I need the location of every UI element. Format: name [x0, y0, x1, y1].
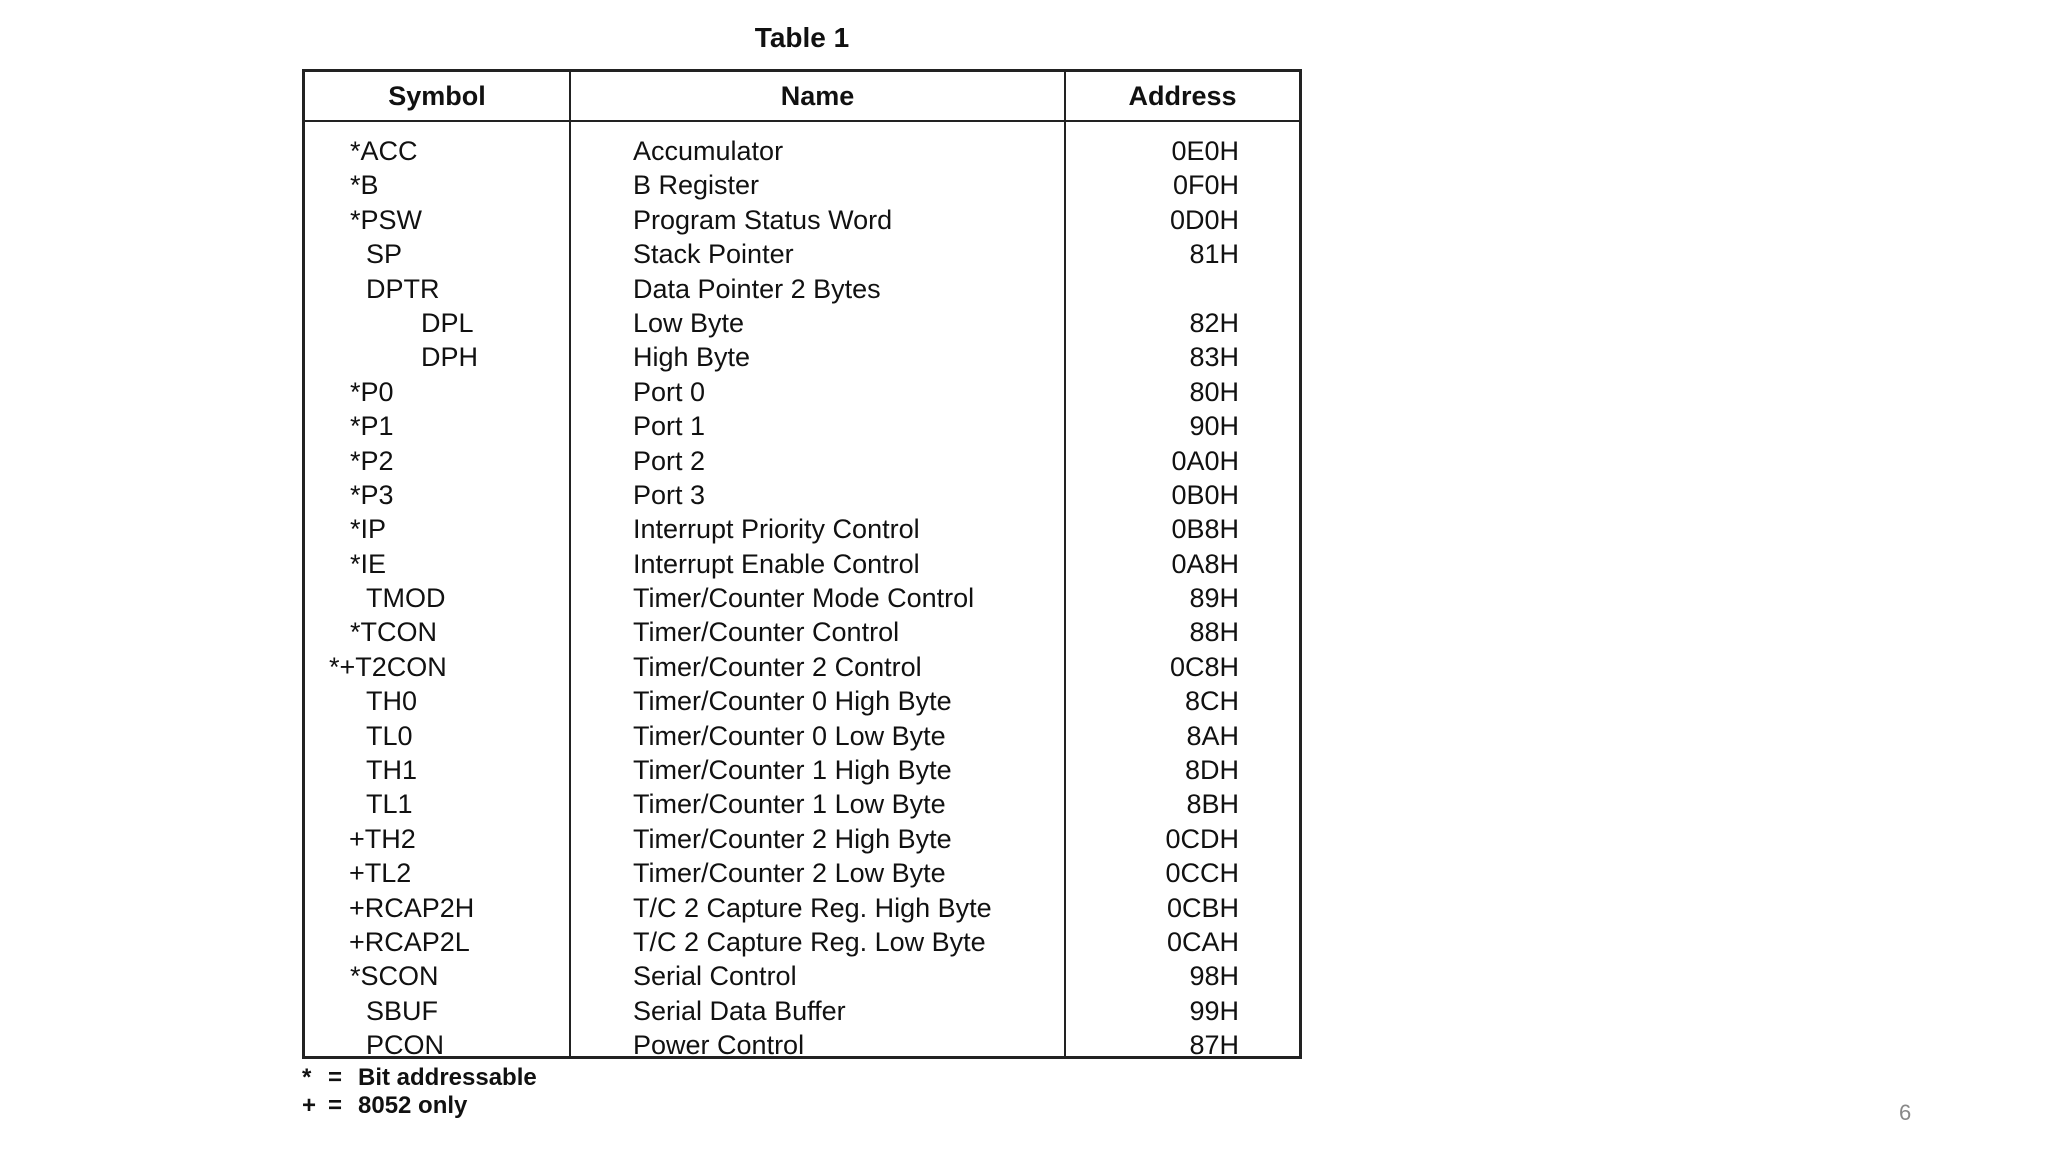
cell-name: High Byte [633, 342, 751, 373]
cell-address: 80H [1189, 376, 1239, 407]
footnote-symbol: * [302, 1064, 312, 1091]
cell-symbol: DPL [421, 307, 474, 338]
table-row [305, 306, 1299, 340]
table-row [305, 444, 1299, 478]
cell-address: 0CAH [1166, 926, 1239, 957]
cell-address: 87H [1189, 1030, 1239, 1061]
sfr-table [302, 69, 1302, 1059]
cell-address: 0A0H [1171, 445, 1239, 476]
cell-name: Serial Control [633, 961, 797, 992]
table-row [305, 650, 1299, 684]
header-name: Name [780, 81, 855, 111]
cell-address: 0F0H [1172, 170, 1239, 201]
cell-address: 0CDH [1165, 823, 1239, 854]
table-row [305, 1028, 1299, 1062]
cell-address: 83H [1189, 342, 1239, 373]
cell-symbol: *ACC [350, 136, 418, 166]
cell-name: Timer/Counter 2 High Byte [633, 823, 952, 854]
cell-symbol: *+T2CON [329, 651, 447, 682]
cell-name: Timer/Counter 2 Low Byte [633, 858, 946, 889]
table-row [305, 925, 1299, 959]
cell-symbol: *IP [350, 514, 387, 545]
cell-name: Port 3 [633, 479, 706, 510]
cell-address: 99H [1189, 995, 1239, 1026]
cell-symbol: *TCON [350, 617, 437, 648]
cell-name: Port 2 [633, 445, 706, 476]
cell-symbol: *P0 [350, 376, 394, 407]
table-row [305, 719, 1299, 753]
cell-name: Timer/Counter 1 High Byte [633, 755, 952, 786]
table-row [305, 134, 1299, 168]
table-title: Table 1 [754, 22, 850, 53]
table-row [305, 615, 1299, 649]
cell-address: 0E0H [1171, 136, 1239, 166]
cell-name: Serial Data Buffer [633, 995, 846, 1026]
cell-symbol: TL0 [366, 720, 413, 751]
header-symbol: Symbol [388, 81, 486, 111]
footnote-symbol: + [302, 1092, 317, 1119]
table-row [305, 340, 1299, 374]
cell-symbol: +TH2 [349, 823, 416, 854]
cell-name: Accumulator [633, 136, 784, 166]
cell-symbol: TL1 [366, 789, 413, 820]
table-row [305, 547, 1299, 581]
cell-name: Data Pointer 2 Bytes [633, 273, 881, 304]
cell-symbol: *P2 [350, 445, 394, 476]
cell-symbol: *PSW [350, 204, 423, 235]
header-address: Address [1128, 81, 1237, 111]
footnote-equals: = [328, 1092, 343, 1119]
cell-name: T/C 2 Capture Reg. High Byte [633, 892, 992, 923]
cell-address: 0A8H [1171, 548, 1239, 579]
cell-name: Low Byte [633, 307, 745, 338]
cell-name: Power Control [633, 1030, 805, 1061]
cell-name: Interrupt Priority Control [633, 514, 920, 545]
table-row [305, 581, 1299, 615]
cell-address: 0CCH [1165, 858, 1239, 889]
cell-address: 82H [1189, 307, 1239, 338]
table-row [305, 753, 1299, 787]
cell-symbol: TH1 [366, 755, 418, 786]
table-footnotes [302, 1064, 537, 1120]
cell-symbol: *B [350, 170, 379, 201]
cell-symbol: *P1 [350, 411, 394, 442]
table-header-row [305, 72, 1299, 122]
cell-address: 8BH [1186, 789, 1239, 820]
table-row [305, 478, 1299, 512]
cell-symbol: +RCAP2L [349, 926, 470, 957]
cell-name: Stack Pointer [633, 239, 794, 270]
cell-address: 0D0H [1169, 204, 1239, 235]
table-row [305, 409, 1299, 443]
table-body [305, 134, 1299, 1063]
cell-symbol: TH0 [366, 686, 418, 717]
cell-name: Timer/Counter 0 High Byte [633, 686, 952, 717]
table-row [305, 994, 1299, 1028]
footnote-text: Bit addressable [358, 1064, 537, 1091]
cell-symbol: *SCON [350, 961, 439, 992]
table-row [305, 856, 1299, 890]
cell-name: Timer/Counter Mode Control [633, 583, 975, 614]
cell-address: 90H [1189, 411, 1239, 442]
footnote-text: 8052 only [358, 1092, 468, 1119]
table-row [305, 684, 1299, 718]
cell-symbol: DPTR [366, 273, 440, 304]
cell-name: Timer/Counter 1 Low Byte [633, 789, 946, 820]
cell-symbol: PCON [366, 1030, 445, 1061]
cell-address: 0B8H [1171, 514, 1239, 545]
table-row [305, 959, 1299, 993]
page-number: 6 [1899, 1100, 1912, 1125]
cell-address: 0C8H [1169, 651, 1239, 682]
cell-address: 8AH [1186, 720, 1239, 751]
cell-address: 8DH [1184, 755, 1239, 786]
cell-symbol: SBUF [366, 995, 439, 1026]
cell-symbol: SP [366, 239, 403, 270]
table-row [305, 787, 1299, 821]
cell-symbol: *IE [350, 548, 387, 579]
table-row [305, 512, 1299, 546]
cell-name: Port 0 [633, 376, 706, 407]
footnote [302, 1064, 537, 1092]
cell-symbol: DPH [421, 342, 479, 373]
table-row [305, 375, 1299, 409]
cell-name: B Register [633, 170, 760, 201]
table-row [305, 822, 1299, 856]
cell-address: 81H [1189, 239, 1239, 270]
cell-symbol: +TL2 [349, 858, 412, 889]
cell-name: Port 1 [633, 411, 706, 442]
cell-symbol: +RCAP2H [349, 892, 475, 923]
cell-address: 89H [1189, 583, 1239, 614]
cell-address: 88H [1189, 617, 1239, 648]
cell-name: Program Status Word [633, 204, 893, 235]
cell-symbol: *P3 [350, 479, 394, 510]
cell-symbol: TMOD [366, 583, 446, 614]
cell-address: 8CH [1184, 686, 1239, 717]
table-row [305, 891, 1299, 925]
cell-name: Timer/Counter Control [633, 617, 900, 648]
table-row [305, 272, 1299, 306]
cell-name: Timer/Counter 2 Control [633, 651, 922, 682]
table-row [305, 237, 1299, 271]
cell-name: T/C 2 Capture Reg. Low Byte [633, 926, 986, 957]
cell-address: 0CBH [1166, 892, 1239, 923]
footnote-equals: = [328, 1064, 343, 1091]
cell-name: Interrupt Enable Control [633, 548, 920, 579]
table-row [305, 203, 1299, 237]
footnote [302, 1092, 537, 1120]
cell-address: 0B0H [1171, 479, 1239, 510]
cell-name: Timer/Counter 0 Low Byte [633, 720, 946, 751]
cell-address: 98H [1189, 961, 1239, 992]
table-row [305, 168, 1299, 202]
